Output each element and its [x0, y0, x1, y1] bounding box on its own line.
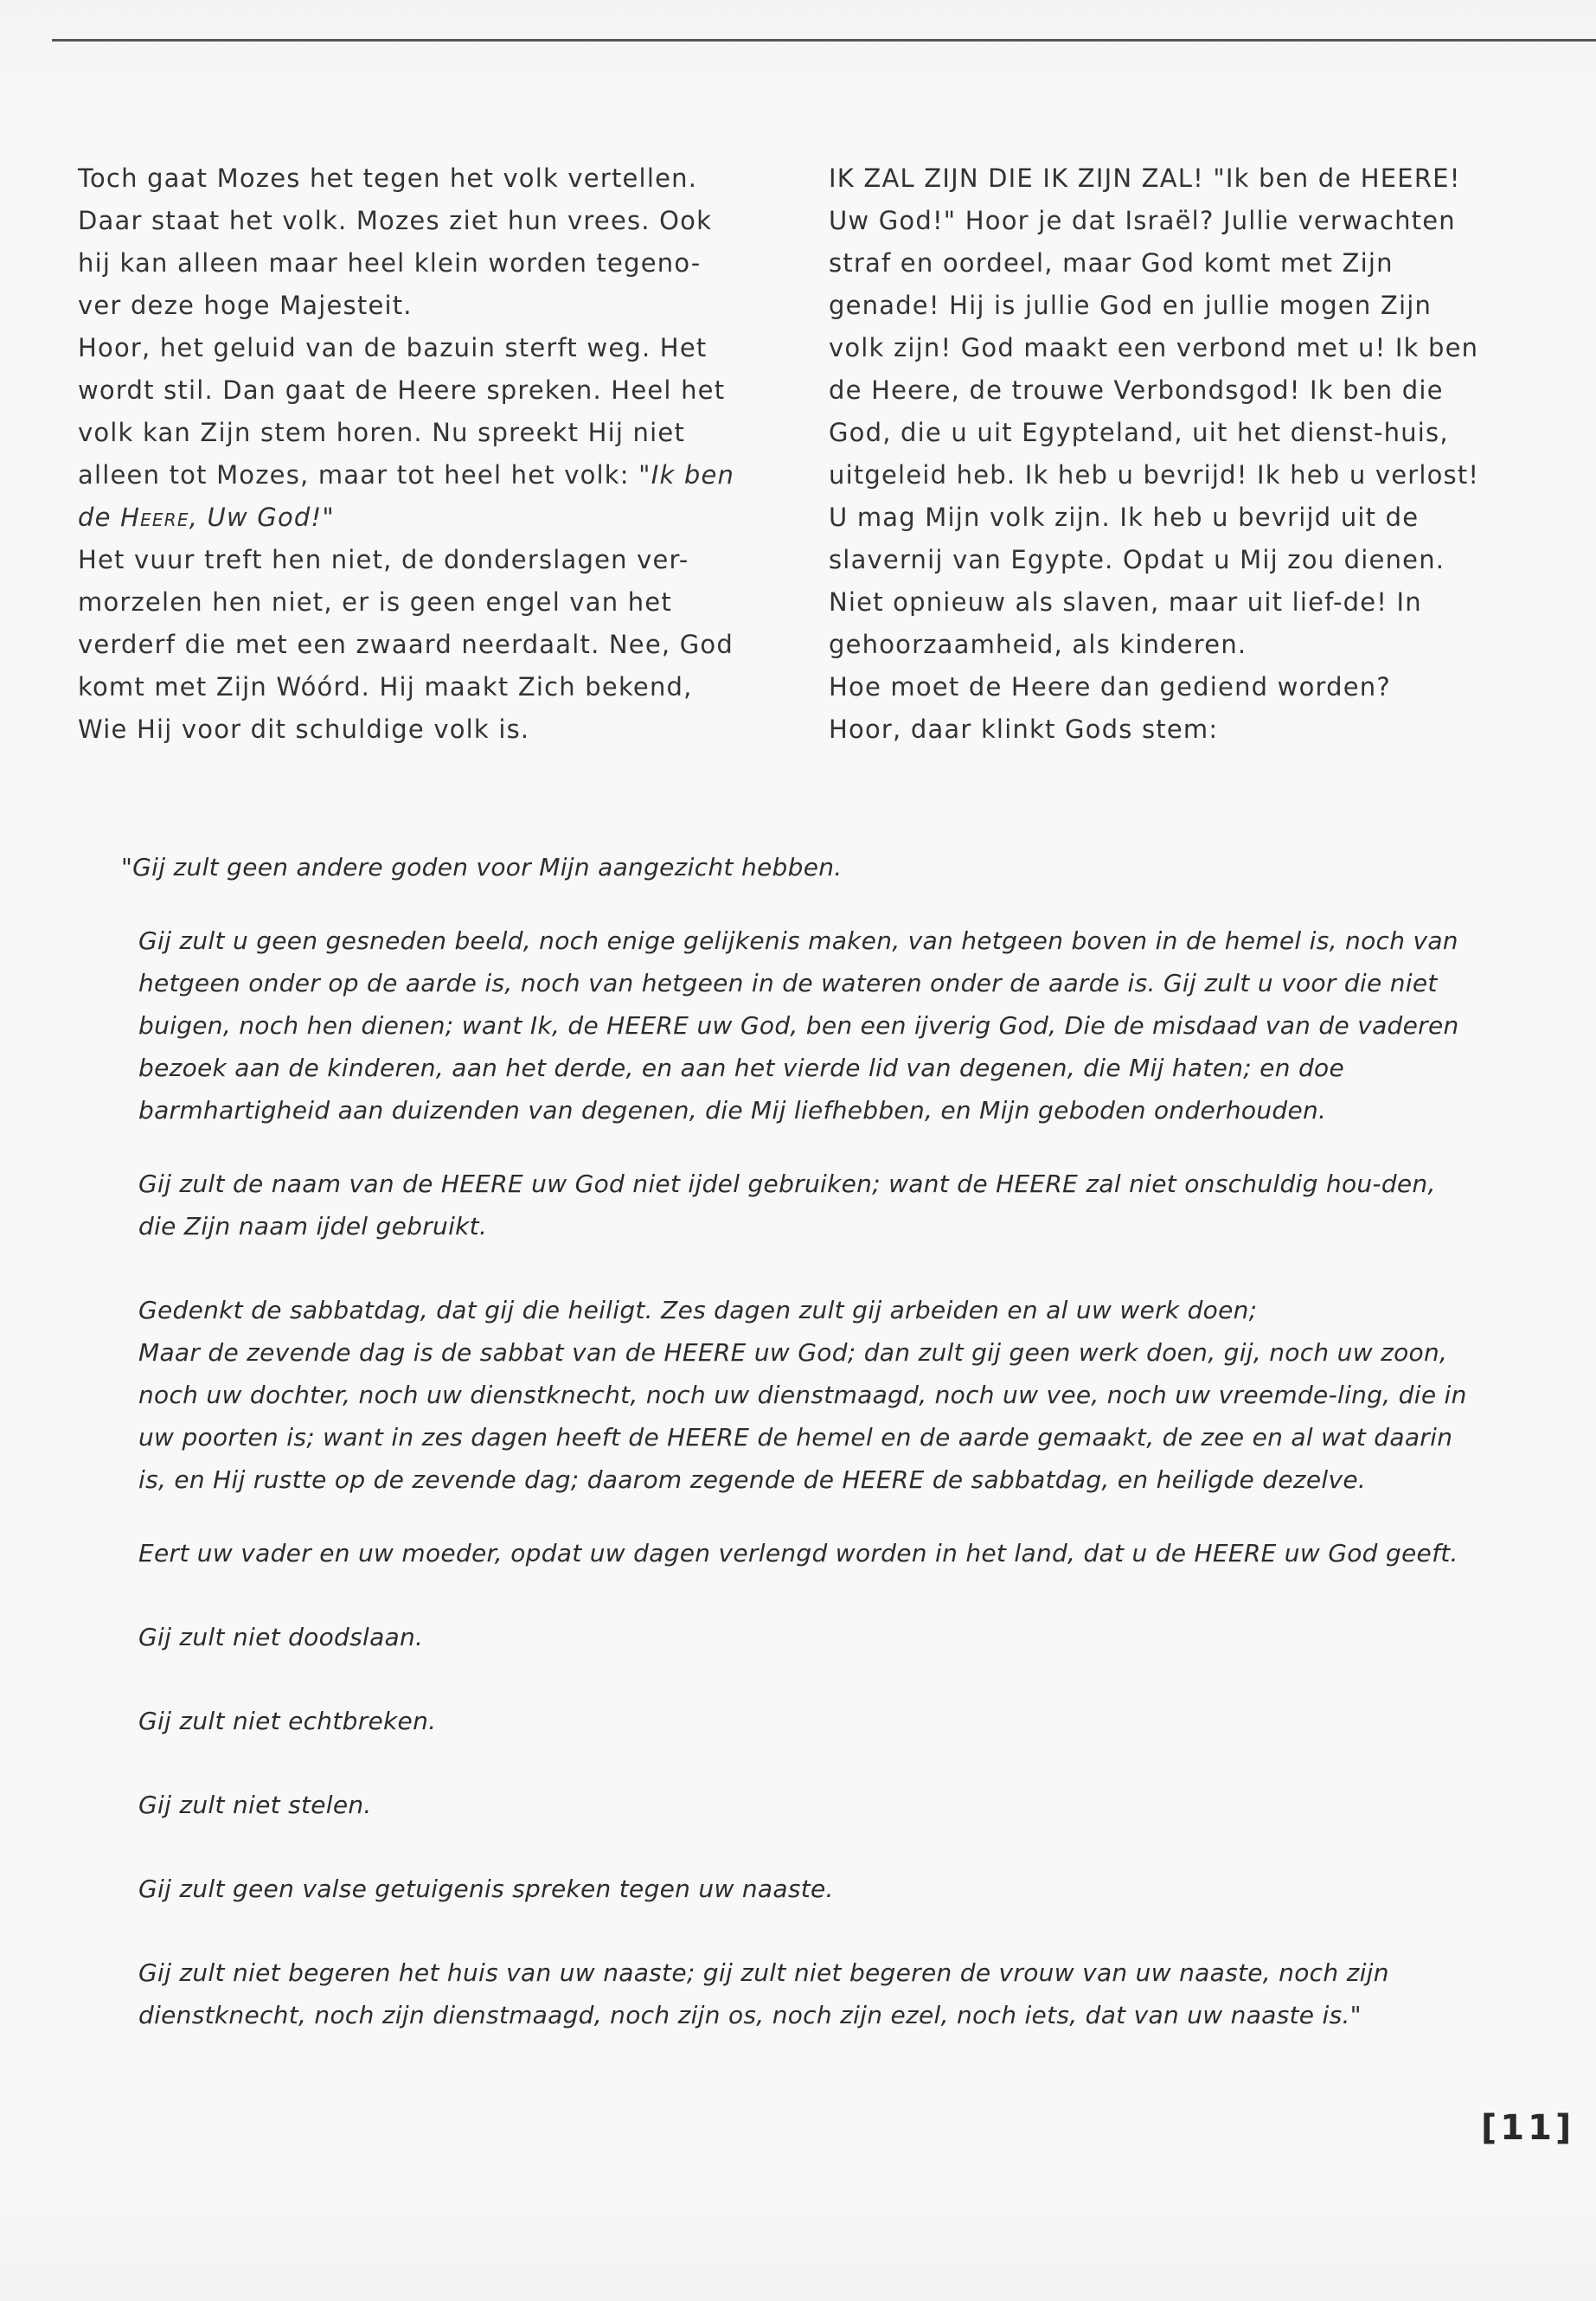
- right-column: [829, 157, 1486, 751]
- page-number: [11]: [1481, 2108, 1575, 2148]
- commandment-8: Gij zult niet stelen.: [138, 1791, 372, 1819]
- left-paragraph-2-text: Hoor, het geluid van de bazuin sterft weg. Het wordt stil. Dan gaat de Heere spreken. Heel het volk kan Zijn stem horen. Nu spreekt Hij niet alleen tot Mozes, maar tot heel het volk:: [78, 333, 726, 490]
- commandment-3: Gij zult de naam van de HEERE uw God niet ijdel gebruiken; want de HEERE zal niet onschuldig hou-den, die Zijn naam ijdel gebruikt.: [138, 1170, 1436, 1240]
- ten-commandments: [121, 846, 1471, 2036]
- commandment-4b: Maar de zevende dag is de sabbat van de HEERE uw God; dan zult gij geen werk doen, gij, noch uw zoon, noch uw dochter, noch uw dienstknecht, noch uw dienstmaagd, noch uw vee, noch uw vreemde-ling, die in uw poorten is; want in zes dagen heeft de HEERE de hemel en de aarde gemaakt, de zee en al wat daarin is, en Hij rustte op de zevende dag; daarom zegende de HEERE de sabbatdag, en heiligde dezelve.: [138, 1338, 1467, 1494]
- quote-heere: Heere: [120, 503, 189, 532]
- commandment-9: Gij zult geen valse getuigenis spreken tegen uw naaste.: [138, 1875, 834, 1903]
- commandment-7: Gij zult niet echtbreken.: [138, 1707, 437, 1735]
- commandment-1: "Gij zult geen andere goden voor Mijn aangezicht hebben.: [121, 853, 843, 881]
- commandment-6: Gij zult niet doodslaan.: [138, 1623, 424, 1651]
- left-column: [78, 157, 735, 751]
- right-paragraph-3: Hoor, daar klinkt Gods stem:: [829, 715, 1219, 744]
- left-paragraph-2: [78, 327, 735, 539]
- commandment-2: Gij zult u geen gesneden beeld, noch enige gelijkenis maken, van hetgeen boven in de hemel is, noch van hetgeen onder op de aarde is, noch van hetgeen in de wateren onder de aarde is. Gij zult u voor die niet buigen, noch hen dienen; want Ik, de HEERE uw God, ben een ijverig God, Die de misdaad van de vaderen bezoek aan de kinderen, aan het derde, en aan het vierde lid van degenen, die Mij haten; en doe barmhartigheid aan duizenden van degenen, die Mij liefhebben, en Mijn geboden onderhouden.: [138, 926, 1459, 1125]
- commandment-5: Eert uw vader en uw moeder, opdat uw dagen verlengd worden in het land, dat u de HEERE uw God geeft.: [138, 1539, 1458, 1567]
- quote-end: , Uw God!": [189, 503, 335, 532]
- commandment-10: Gij zult niet begeren het huis van uw naaste; gij zult niet begeren de vrouw van uw naaste, noch zijn dienstknecht, noch zijn dienstmaagd, noch zijn os, noch zijn ezel, noch iets, dat van uw naaste is.": [138, 1958, 1389, 2029]
- right-paragraph-1: IK ZAL ZIJN DIE IK ZIJN ZAL! "Ik ben de HEERE! Uw God!" Hoor je dat Israël? Jullie verwachten straf en oordeel, maar God komt met Zijn genade! Hij is jullie God en jullie mogen Zijn volk zijn! God maakt een verbond met u! Ik ben de Heere, de trouwe Verbondsgod! Ik ben die God, die u uit Egypteland, uit het dienst-huis, uitgeleid heb. Ik heb u bevrijd! Ik heb u verlost! U mag Mijn volk zijn. Ik heb u bevrijd uit de slavernij van Egypte. Opdat u Mij zou dienen. Niet opnieuw als slaven, maar uit lief-de! In gehoorzaamheid, als kinderen.: [829, 163, 1480, 659]
- top-rule: [52, 39, 1596, 42]
- left-paragraph-1: Toch gaat Mozes het tegen het volk vertellen. Daar staat het volk. Mozes ziet hun vrees. Ook hij kan alleen maar heel klein worden tegeno-ver deze hoge Majesteit.: [78, 163, 713, 320]
- right-paragraph-2: Hoe moet de Heere dan gediend worden?: [829, 672, 1391, 702]
- left-paragraph-3: Het vuur treft hen niet, de donderslagen ver-morzelen hen niet, er is geen engel van het verderf die met een zwaard neerdaalt. Nee, God komt met Zijn Wóórd. Hij maakt Zich bekend, Wie Hij voor dit schuldige volk is.: [78, 545, 734, 744]
- commandment-4a: Gedenkt de sabbatdag, dat gij die heiligt. Zes dagen zult gij arbeiden en al uw werk doen;: [138, 1296, 1258, 1324]
- quote-start: "Ik ben de: [78, 460, 735, 532]
